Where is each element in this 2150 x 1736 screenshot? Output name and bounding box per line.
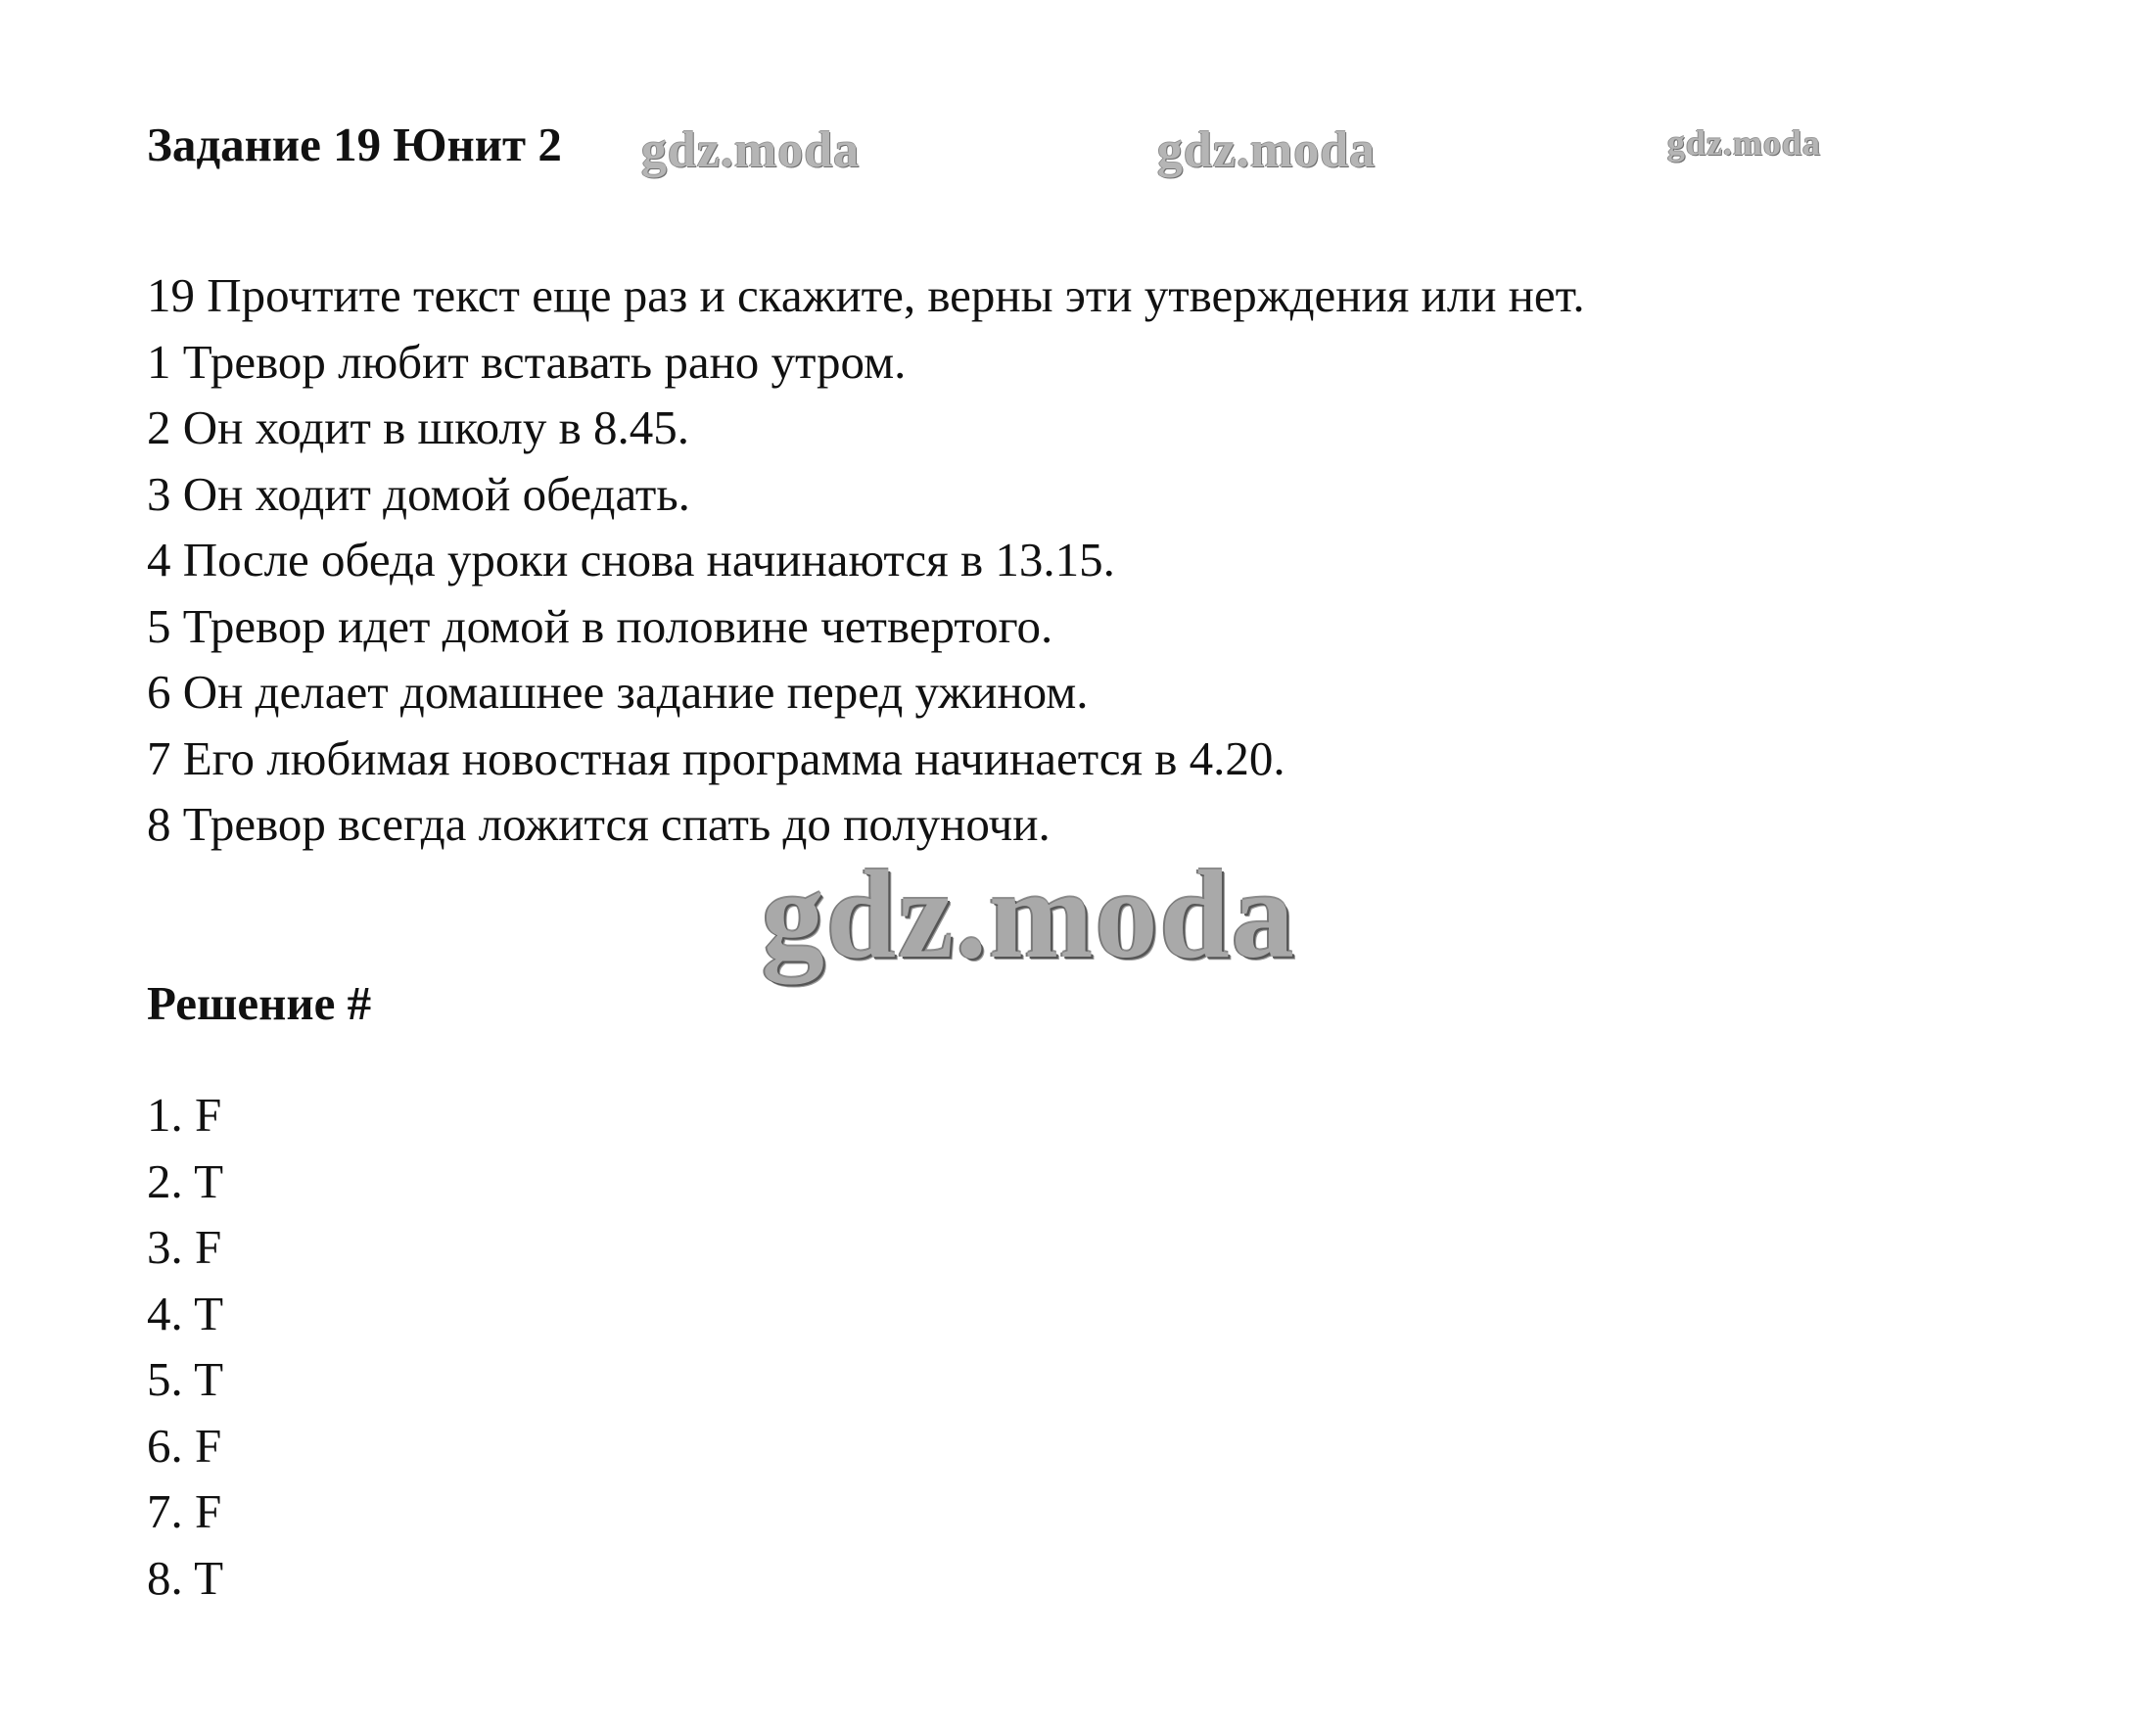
statement: 7 Его любимая новостная программа начинается в 4.20. xyxy=(147,730,1285,785)
answer-item: 6. F xyxy=(147,1418,222,1473)
task-text xyxy=(147,262,1585,858)
statement: 1 Тревор любит вставать рано утром. xyxy=(147,334,907,389)
statement: 8 Тревор всегда ложится спать до полуночи. xyxy=(147,797,1051,851)
task-prompt: 19 Прочтите текст еще раз и скажите, верны эти утверждения или нет. xyxy=(147,268,1585,322)
statement: 4 После обеда уроки снова начинаются в 13.15. xyxy=(147,533,1115,586)
statement: 3 Он ходит домой обедать. xyxy=(147,466,690,521)
statement: 5 Тревор идет домой в половине четвертого. xyxy=(147,598,1053,653)
watermark: gdz.moda xyxy=(1667,123,1822,163)
answer-item: 7. F xyxy=(147,1484,222,1538)
answer-item: 4. T xyxy=(147,1286,224,1340)
watermark: gdz.moda xyxy=(1157,122,1377,178)
answer-list xyxy=(147,1082,223,1611)
answer-item: 3. F xyxy=(147,1220,222,1274)
answer-item: 2. T xyxy=(147,1153,224,1208)
page-title: Задание 19 Юнит 2 xyxy=(147,117,562,171)
watermark: gdz.moda xyxy=(641,122,861,178)
solution-heading: Решение # xyxy=(147,976,372,1030)
statement: 2 Он ходит в школу в 8.45. xyxy=(147,400,690,454)
answer-item: 1. F xyxy=(147,1088,222,1142)
watermark-large: gdz.moda xyxy=(762,845,1296,984)
statement: 6 Он делает домашнее задание перед ужином. xyxy=(147,665,1089,719)
answer-item: 5. T xyxy=(147,1352,224,1406)
answer-item: 8. T xyxy=(147,1550,224,1605)
